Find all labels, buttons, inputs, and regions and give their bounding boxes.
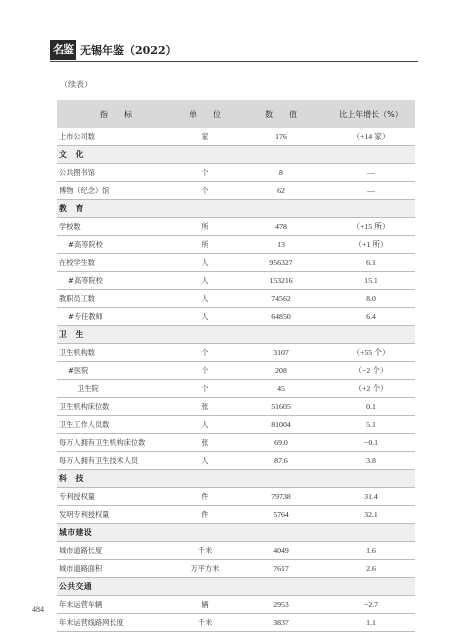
value-cell: 208: [235, 362, 327, 380]
growth-cell: —: [327, 182, 415, 200]
unit-cell: 个: [175, 164, 235, 182]
growth-cell: 15.1: [327, 272, 415, 290]
table-row: [57, 506, 415, 524]
section-row: [57, 326, 415, 344]
column-header-growth: 比上年增长（%）: [327, 100, 415, 128]
table-row: [57, 254, 415, 272]
value-cell: 13: [235, 236, 327, 254]
section-title: 城市建设: [57, 524, 415, 542]
value-cell: 3107: [235, 344, 327, 362]
indicator-cell: #高等院校: [57, 236, 175, 254]
yearbook-logo: 名鉴: [50, 40, 76, 60]
growth-cell: （−2 个）: [327, 362, 415, 380]
growth-cell: （+55 个）: [327, 344, 415, 362]
section-title: 卫 生: [57, 326, 415, 344]
value-cell: 5764: [235, 506, 327, 524]
growth-cell: −0.1: [327, 434, 415, 452]
header-divider: [50, 61, 418, 62]
indicator-cell: 卫生机构数: [57, 344, 175, 362]
section-row: [57, 578, 415, 596]
indicator-cell: #高等院校: [57, 272, 175, 290]
table-row: [57, 182, 415, 200]
unit-cell: 人: [175, 272, 235, 290]
unit-cell: 辆: [175, 596, 235, 614]
growth-cell: 6.4: [327, 308, 415, 326]
value-cell: 87.6: [235, 452, 327, 470]
table-row: [57, 290, 415, 308]
indicator-cell: 在校学生数: [57, 254, 175, 272]
indicator-cell: 每万人拥有卫生技术人员: [57, 452, 175, 470]
growth-cell: —: [327, 164, 415, 182]
indicator-cell: 卫生院: [57, 380, 175, 398]
unit-cell: 个: [175, 362, 235, 380]
growth-cell: 2.6: [327, 560, 415, 578]
value-cell: 51605: [235, 398, 327, 416]
growth-cell: 31.4: [327, 488, 415, 506]
indicator-cell: 卫生工作人员数: [57, 416, 175, 434]
section-title: 教 育: [57, 200, 415, 218]
table-row: [57, 272, 415, 290]
section-title: 文 化: [57, 146, 415, 164]
table-row: [57, 344, 415, 362]
value-cell: 3837: [235, 614, 327, 632]
unit-cell: 人: [175, 452, 235, 470]
unit-cell: 家: [175, 128, 235, 146]
value-cell: 153216: [235, 272, 327, 290]
table-row: [57, 218, 415, 236]
section-title: 公共交通: [57, 578, 415, 596]
growth-cell: （+2 个）: [327, 380, 415, 398]
value-cell: 956327: [235, 254, 327, 272]
unit-cell: 千米: [175, 614, 235, 632]
indicator-cell: 发明专利授权量: [57, 506, 175, 524]
value-cell: 7617: [235, 560, 327, 578]
value-cell: 478: [235, 218, 327, 236]
unit-cell: 个: [175, 380, 235, 398]
unit-cell: 人: [175, 254, 235, 272]
value-cell: 62: [235, 182, 327, 200]
table-row: [57, 380, 415, 398]
column-header-unit: 单 位: [175, 100, 235, 128]
table-row: [57, 488, 415, 506]
unit-cell: 所: [175, 218, 235, 236]
unit-cell: 件: [175, 488, 235, 506]
unit-cell: 个: [175, 344, 235, 362]
value-cell: 64850: [235, 308, 327, 326]
indicator-cell: #医院: [57, 362, 175, 380]
table-body: [57, 128, 415, 632]
indicator-cell: 博物（纪念）馆: [57, 182, 175, 200]
column-header-indicator: 指 标: [57, 100, 175, 128]
growth-cell: 6.1: [327, 254, 415, 272]
table-row: [57, 398, 415, 416]
growth-cell: −2.7: [327, 596, 415, 614]
unit-cell: 件: [175, 506, 235, 524]
value-cell: 4049: [235, 542, 327, 560]
table-row: [57, 542, 415, 560]
indicator-cell: 城市道路面积: [57, 560, 175, 578]
page-number: 484: [32, 605, 44, 614]
growth-cell: 5.1: [327, 416, 415, 434]
growth-cell: 0.1: [327, 398, 415, 416]
growth-cell: （+14 家）: [327, 128, 415, 146]
value-cell: 69.0: [235, 434, 327, 452]
section-row: [57, 470, 415, 488]
indicator-cell: #专任教师: [57, 308, 175, 326]
value-cell: 2953: [235, 596, 327, 614]
growth-cell: 8.0: [327, 290, 415, 308]
indicator-cell: 城市道路长度: [57, 542, 175, 560]
table-row: [57, 308, 415, 326]
statistics-table: [57, 100, 415, 632]
section-row: [57, 200, 415, 218]
table-row: [57, 434, 415, 452]
unit-cell: 人: [175, 308, 235, 326]
growth-cell: 1.1: [327, 614, 415, 632]
table-row: [57, 416, 415, 434]
growth-cell: 1.6: [327, 542, 415, 560]
value-cell: 8: [235, 164, 327, 182]
growth-cell: （+1 所）: [327, 236, 415, 254]
table-row: [57, 614, 415, 632]
table-row: [57, 362, 415, 380]
indicator-cell: 卫生机构床位数: [57, 398, 175, 416]
value-cell: 74562: [235, 290, 327, 308]
unit-cell: 人: [175, 416, 235, 434]
indicator-cell: 学校数: [57, 218, 175, 236]
growth-cell: 3.8: [327, 452, 415, 470]
book-title: 无锡年鉴（2022）: [80, 44, 177, 57]
unit-cell: 张: [175, 434, 235, 452]
unit-cell: 万平方米: [175, 560, 235, 578]
table-row: [57, 164, 415, 182]
value-cell: 45: [235, 380, 327, 398]
unit-cell: 千米: [175, 542, 235, 560]
indicator-cell: 年末运营车辆: [57, 596, 175, 614]
growth-cell: （+15 所）: [327, 218, 415, 236]
table-header-row: [57, 100, 415, 128]
value-cell: 176: [235, 128, 327, 146]
indicator-cell: 公共图书馆: [57, 164, 175, 182]
section-title: 科 技: [57, 470, 415, 488]
unit-cell: 张: [175, 398, 235, 416]
unit-cell: 所: [175, 236, 235, 254]
indicator-cell: 年末运营线路网长度: [57, 614, 175, 632]
growth-cell: 32.1: [327, 506, 415, 524]
section-row: [57, 146, 415, 164]
page-header: [50, 40, 418, 62]
indicator-cell: 上市公司数: [57, 128, 175, 146]
value-cell: 81004: [235, 416, 327, 434]
indicator-cell: 每万人拥有卫生机构床位数: [57, 434, 175, 452]
value-cell: 79738: [235, 488, 327, 506]
indicator-cell: 教职员工数: [57, 290, 175, 308]
table-row: [57, 128, 415, 146]
unit-cell: 人: [175, 290, 235, 308]
unit-cell: 个: [175, 182, 235, 200]
table-row: [57, 452, 415, 470]
section-row: [57, 524, 415, 542]
table-row: [57, 236, 415, 254]
table-row: [57, 596, 415, 614]
table-row: [57, 560, 415, 578]
indicator-cell: 专利授权量: [57, 488, 175, 506]
column-header-value: 数 值: [235, 100, 327, 128]
continued-label: （续表）: [60, 80, 92, 89]
